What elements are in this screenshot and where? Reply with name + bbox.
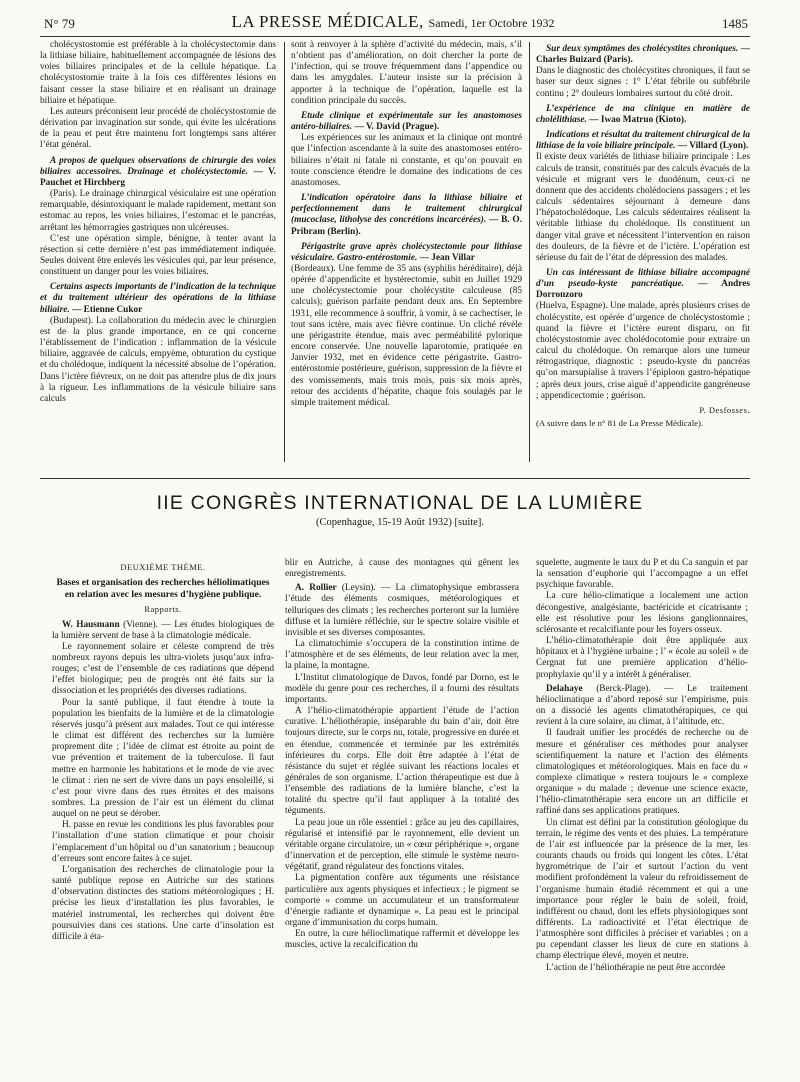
- paragraph: (Paris). Le drainage chirurgical vésiculaire est une opération remarquable, désintoxiquant le malade rapidement, mettant son estomac au repos, les voies biliaires, l’estomac et le pancréas, arrêtant les hémorragies gastriques non ulcéreuses.: [40, 189, 276, 233]
- abstract-author: — Jean Villar: [417, 252, 475, 263]
- header-rule: [40, 36, 750, 37]
- paragraph: (Bordeaux). Une femme de 35 ans (syphilis héréditaire), déjà opérée d’appendicite et hystérectomie, subit en Juillet 1929 une cholécystectomie pour cholécystite calculeuse (85 calculs); guérison parfaite pendant deux ans. En Septembre 1931, elle recommence à souffrir, à vomir, à se cachectiser, le tout sans ictère, mais avec fièvre continue. Un cliché révèle une périgastrite étendue, mais avec perméabilité pylorique encore conservée. Une nouvelle laparotomie, pratiquée en Janvier 1932, met en évidence cette périgastrite. Gastro-entérostomie postérieure, guérison, suppression de la fièvre et des vomissements, mais trois mois, puis six mois après, retour des accidents d’hépatite, chaque fois soulagés par le simple traitement médical.: [291, 263, 522, 408]
- paragraph: La climatochimie s’occupera de la constitution intime de l’atmosphère et de ses éléments, de leur relation avec la mer, la plaine, la montagne.: [285, 639, 519, 672]
- abstract-author: — Villard (Lyon).: [675, 141, 749, 152]
- abstract-author: — Charles Buizard (Paris).: [536, 44, 750, 66]
- paragraph: [52, 620, 274, 642]
- issue-number: N° 79: [44, 16, 75, 31]
- abstract-title: L’indication opératoire dans la lithiase biliaire et perfectionnement dans le traitement chirurgical (mucoclase, litholyse des concrétions incarcérées).: [291, 193, 522, 226]
- paragraph: En outre, la cure héliоclimatique raffermit et développe les muscles, active la recalcification du: [285, 929, 519, 951]
- paragraph: Les auteurs préconisent leur procédé de cholécystostomie de dérivation par invagination sur sonde, qui évite les ulcérations de la peau et peut être maintenu fort longtemps sans altérer l’état général.: [40, 106, 276, 151]
- speaker-text: (Vienne). — Les études biologiques de la lumière servent de base à la climatologie médicale.: [52, 619, 274, 641]
- paragraph: blir en Autriche, à cause des montagnes qui gênent les enregistrements.: [285, 558, 519, 580]
- theme-title: Bases et organisation des recherches héliolimatiques en relation avec les mesures d’hygiène publique.: [56, 577, 270, 600]
- continuation-note: (A suivre dans le n° 81 de La Presse Médicale).: [536, 418, 704, 428]
- paragraph: Il faudrait unifier les procédés de recherche ou de mesure et généraliser ces méthodes pour analyser scientifiquement la nature et l’action des éléments climatologiques et météorologiques. Mais en face du « complexe climatique » restera toujours le « complexe organique » du malade ; devenue une science exacte, l’hélio-climatothérapie sera encore un art difficile et raffiné dans ses applications pratiques.: [536, 728, 748, 817]
- paragraph: Le rayonnement solaire et céleste comprend de très nombreux rayons depuis les ultra-violets jusqu’aux infra-rouges; c’est de l’ensemble de ces radiations que dépend l’effet biologique; peu de progrès ont été faits sur la dissociation et les propriétés des diverses radiations.: [52, 641, 274, 697]
- abstract-author: — V. Pauchet et Hirchberg: [40, 166, 276, 188]
- abstract-title: Certains aspects importants de l’indication de la technique et du traitement ultérieur des opérations de la lithiase biliaire.: [40, 282, 276, 315]
- abstract-title: A propos de quelques observations de chirurgie des voies biliaires accessoires. Drainage et cholécystectomie.: [40, 155, 276, 177]
- speaker-name: Delahaye: [546, 683, 583, 694]
- bottom-column-3: [536, 558, 748, 1063]
- section-label: Rapports.: [144, 604, 182, 615]
- abstract-title: Etude clinique et expérimentale sur les anastomoses antéro-biliaires.: [291, 110, 522, 133]
- abstract-author: — Andres Dorronzoro: [536, 279, 750, 301]
- paragraph: [285, 583, 519, 639]
- signature: P. Desfosses.: [699, 404, 750, 415]
- issue-date: Samedi, 1er Octobre 1932: [428, 16, 555, 30]
- abstract-heading: [291, 242, 522, 264]
- abstract-heading: [536, 44, 750, 66]
- journal-name: LA PRESSE MÉDICALE,: [231, 12, 424, 31]
- paragraph: [536, 684, 748, 729]
- congress-subtitle: (Copenhague, 15-19 Août 1932) [suite].: [316, 517, 484, 528]
- abstract-title: Indications et résultat du traitement chirurgical de la lithiase de la voie biliaire principale.: [536, 130, 750, 152]
- speaker-name: W. Hausmann: [62, 619, 120, 630]
- abstract-heading: [40, 282, 276, 315]
- abstract-heading: [291, 111, 522, 133]
- paragraph: L’Institut climatologique de Davos, fondé par Dorno, est le modèle du genre pour ces recherches, il a fourni des résultats importants.: [285, 672, 519, 705]
- abstract-author: — B. O. Pribram (Berlin).: [291, 215, 522, 237]
- paragraph: L’organisation des recherches de climatologie pour la santé publique repose en Autriche sur des stations d’observation distinctes des stations météorologiques ; H. précise les lieux d’installation les plus favorables, le matériel instrumental, les recherches qui doivent être poursuivies dans ces stations. Une carte d’insolation est difficile à éta-: [52, 864, 274, 942]
- page-number: 1485: [722, 16, 748, 31]
- abstract-author: — V. David (Prague).: [352, 122, 440, 133]
- paragraph: La cure hélio-climatique a localement une action décongestive, analgésiante, bactéricide et cicatrisante ; elle est résolutive pour les lésions ganglionnaires, sclérosante et recalcifiante pour les foyers osseux.: [536, 591, 748, 635]
- paragraph: L’hélio-climatothérapie doit être appliquée aux hôpitaux et à l’hygiène urbaine ; l’ « école au soleil » de Cergnat fut une première application d’hélio-prophylaxie qu’il y a intérêt à généraliser.: [536, 636, 748, 680]
- paragraph: H. passe en revue les conditions les plus favorables pour l’installation d’une station climatique et pour choisir l’emplacement d’un hôpital ou d’un sanatorium ; beaucoup d’erreurs sont encore faites à ce sujet.: [52, 820, 274, 864]
- paragraph: Un climat est défini par la constitution géologique du terrain, le régime des vents et des pluies. La température de l’air est influencée par la présence de la mer, les courants chauds ou froids qui longent les côtes. L’état hygrométrique de l’air et surtout l’action du vent modifient profondément la valeur du refroidissement de l’organisme humain étudié récemment et qui a une importance pour régler le bain de soleil, froid, indifférent ou chaud, dont les effets physiologiques sont différents. La radioactivité et l’état électrique de l’atmosphère sont difficiles à préciser et variables ; on a pu cependant classer les lieux de cure en stations à champ électrique élevé, moyen et neutre.: [536, 817, 748, 962]
- speaker-text: (Berck-Plage). — Le traitement héliоclimatique a d’abord reposé sur l’empirisme, puis on a dissocié les agents climatothérapiques, ce qui revient à la cure solaire, au climat, à l’altitude, etc.: [536, 683, 748, 728]
- congress-title: IIE CONGRÈS INTERNATIONAL DE LA LUMIÈRE: [156, 492, 644, 514]
- column-divider: [284, 42, 285, 462]
- abstract-title: Sur deux symptômes des cholécystites chroniques.: [546, 44, 739, 54]
- abstract-title: Un cas intéressant de lithiase biliaire accompagné d’un pseudo-kyste pancréatique.: [536, 267, 750, 290]
- section-rule: [40, 478, 750, 479]
- paragraph: Il existe deux variétés de lithiase biliaire principale : Les calculs de transit, constitués par des calculs évacués de la vésicule et migrant vers le duodénum, ceux-ci ne donnent que des accidents cholédociens passagers ; et les calculs sédentaires séjournant à demeure dans l’hépatocholédoque. Les calculs sédentaires réalisent la véritable lithiase du cholédoque. Ils constituent un danger vital grave et nécessitent l’intervention en raison des douleurs, de la fièvre et de l’ictère. L’opération est sérieuse du fait de l’état de dépression des malades.: [536, 152, 750, 263]
- bottom-column-2: [285, 558, 519, 1063]
- abstract-heading: [536, 104, 750, 126]
- paragraph: Dans le diagnostic des cholécystites chroniques, il faut se baser sur deux signes : 1° L’état fébrile ou subfébrile continu ; 2° douleurs lombaires surtout du côté droit.: [536, 66, 750, 99]
- paragraph: La peau joue un rôle essentiel : grâce au jeu des capillaires, régularisé et intensifié par le rayonnement, elle devient un véritable organe circulatoire, un « cœur périphérique », organe d’innervation et de perception, elle stimule le système neuro-végétatif, grand régulateur des fonctions vitales.: [285, 817, 519, 873]
- top-column-3: [536, 40, 750, 472]
- page-header: [38, 12, 748, 36]
- paragraph: squelette, augmente le taux du P et du Ca sanguin et par la sensation d’euphorie qui l’accompagne a un effet psychique favorable.: [536, 558, 748, 591]
- paragraph: L’action de l’héliothérapie ne peut être accordée: [546, 962, 726, 973]
- abstract-author: — Iwao Matruo (Kioto).: [586, 114, 687, 125]
- paragraph: sont à renvoyer à la sphère d’activité du médecin, mais, s’il n’obtient pas d’amélioration, on doit chercher la porte de l’infection, qui se trouve fréquemment dans l’appendice ou dans les amygdales. L’auteur insiste sur la précision à apporter à la technique de l’opération, laquelle est la condition principale du succès.: [291, 40, 522, 106]
- abstract-heading: [291, 193, 522, 238]
- abstract-title: Périgastrite grave après cholécystectomie pour lithiase vésiculaire. Gastro-entérostomie.: [291, 241, 522, 263]
- column-divider: [529, 42, 530, 462]
- abstract-heading: [536, 130, 750, 152]
- top-column-1: [40, 40, 276, 472]
- paragraph: La pigmentation confère aux téguments une résistance particulière aux agents physiques et infectieux ; le pigment se comporte « comme un accumulateur et un transformateur d’énergie radiante et dynamique ». La peau est le principal organe d’immunisation du corps humain.: [285, 873, 519, 928]
- abstract-heading: [536, 268, 750, 301]
- speaker-name: A. Rollier: [295, 583, 337, 594]
- paragraph: (Huelva, Espagne). Une malade, après plusieurs crises de cholécystite, est opérée d’urgence de cholécystostomie ; quand la fièvre et l’ictère eurent disparu, on fit cholécystostomie avec cholédocotomie pour extraire un calcul du cholédoque. On remarque alors une tumeur rétrogastrique, diagnostic : pseudo-kyste du pancréas qu’on marsupialise à travers l’épiploon gastro-hépatique ; après deux jours, crise aiguë d’appendicite gangréneuse ; appendicectomie ; guérison.: [536, 301, 750, 401]
- paragraph: Les expériences sur les animaux et la clinique ont montré que l’infection ascendante à la suite des anastomoses entéro-biliaires n’était ni fatale ni constante, et qu’on pouvait en toute conscience étendre le domaine des indications de ces anastomoses.: [291, 133, 522, 188]
- abstract-title: L’expérience de ma clinique en matière de cholélithiase.: [536, 103, 750, 125]
- journal-title: [38, 12, 748, 32]
- top-column-2: [291, 40, 522, 472]
- paragraph: cholécystostomie est préférable à la cholécystectomie dans la lithiase biliaire, habituellement accompagnée de lésions des voies biliaires principales et de la cellule hépatique. La cholécystostomie traite à la fois ces différentes lésions en faisant cesser la stase biliaire et en réalisant un drainage biliaire et hépatique.: [40, 40, 276, 106]
- abstract-author: — Etienne Cukor: [69, 304, 143, 315]
- abstract-heading: [40, 156, 276, 189]
- paragraph: Pour la santé publique, il faut étendre à toute la population les bienfaits de la lumière et de la climatologie réservés jusqu’à présent aux malades. Tout ce qui intéresse le climat est différent des recherches sur la lumière proprement dite ; l’idée de climat est étroite au point de vue prévention et traitement de la tuberculose. Il faut mettre en harmonie les habitations et le mode de vie avec le climat : rien ne sert de vivre dans un pays ensoleillé, si c’est pour vivre dans des rues étroites et des maisons sombres. La pression de l’air est un élément du climat auquel on ne peut se dérober.: [52, 697, 274, 820]
- section-label: DEUXIÈME THÈME.: [120, 562, 206, 572]
- paragraph: A l’hélio-climatothérapie appartient l’étude de l’action curative. L’héliothérapie, inséparable du bain d’air, doit être toujours directe, sur le corps nu, totale, progressive en durée et en étendue, commencée et terminée par les extrémités inférieures du corps. Elle doit être adaptée à l’état de résistance du sujet et réglée suivant les réactions locales et générales de son organisme. L’action thérapeutique est due à l’ensemble des radiations de la lumière blanche, c’est la totalité du spectre qu’il faut appliquer à la totalité des téguments.: [285, 706, 519, 817]
- paragraph: (Budapest). La collaboration du médecin avec le chirurgien est de la plus grande importance, en ce qui concerne l’établissement de l’indication : inflammation de la vésicule biliaire, aggravée de calculs, empyème, obturation du cystique et du cholédoque, indiquent la nécessité absolue de l’opération. Dans l’ictère fiévreux, on ne doit pas attendre plus de dix jours à la rigueur. Les inflammations de la vésicule biliaire sans calculs: [40, 315, 276, 404]
- bottom-column-1: [52, 558, 274, 1063]
- speaker-text: (Leysin). — La climatophysique embrassera l’étude des éléments cosmiques, météorologiques et telluriques des climats ; les recherches porteront sur la lumière diffuse et la lumière réfléchie, sur le spectre solaire visible et invisible et ses diverses composantes.: [285, 583, 519, 638]
- paragraph: C’est une opération simple, bénigne, à tenter avant la résection si cette dernière n’est pas immédiatement indiquée. Seules doivent être enlevés les vésicules qui, par leur présence, constituent un danger pour les voies biliaires.: [40, 233, 276, 278]
